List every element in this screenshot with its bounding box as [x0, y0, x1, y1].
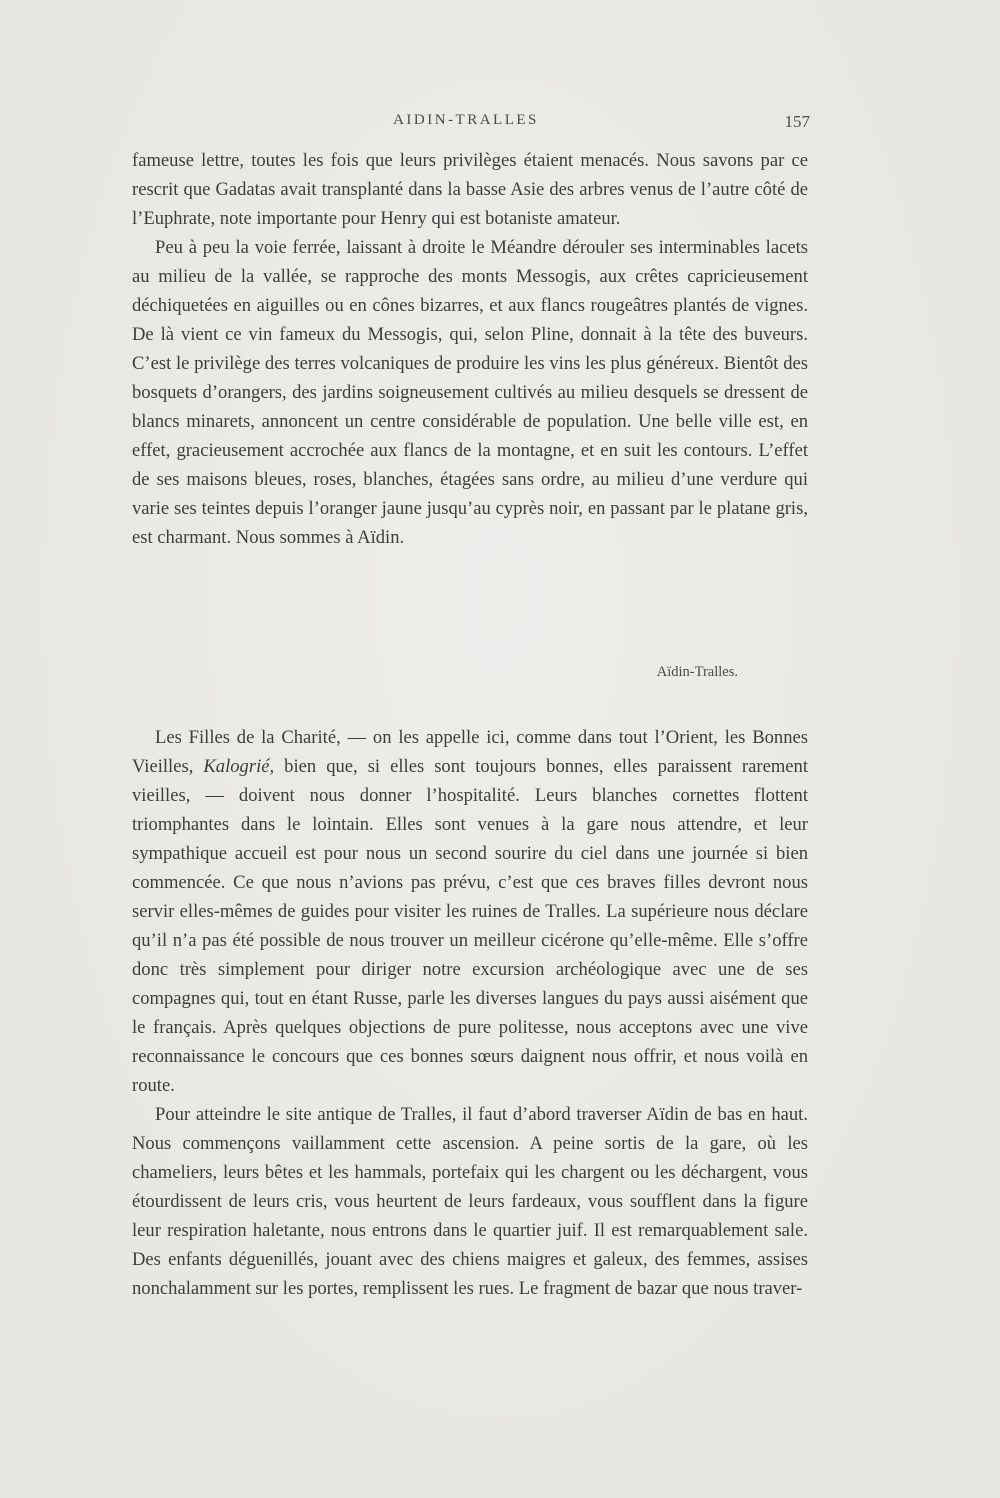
illustration-caption: Aïdin-Tralles.	[656, 664, 738, 680]
illustration-space	[132, 585, 808, 655]
paragraph-sisters	[132, 723, 808, 1100]
paragraph-sisters-text-a: Les Filles de la Charité, — on les appelle ici, comme dans tout l’Orient, les Bonnes Vieilles,	[132, 727, 808, 777]
running-header	[0, 112, 1000, 136]
text-block-top	[132, 146, 808, 552]
paragraph-tralles: Pour atteindre le site antique de Tralles, il faut d’abord traverser Aïdin de bas en haut. Nous commençons vaillamment cette ascension. A peine sortis de la gare, où les chameliers, leurs bêtes et les hammals, portefaix qui les chargent ou les déchargent, vous étourdissent de leurs cris, vous heurtent de leurs fardeaux, vous soufflent dans la figure leur respiration haletante, nous entrons dans le quartier juif. Il est remarquablement sale. Des enfants déguenillés, jouant avec des chiens maigres et galeux, des femmes, assises nonchalamment sur les portes, remplissent les rues. Le fragment de bazar que nous traver-	[132, 1104, 808, 1299]
page-number: 157	[784, 112, 810, 131]
kalogrie-term: Kalogrié,	[203, 756, 275, 777]
text-block-bottom	[132, 723, 808, 1303]
paragraph-continuation: fameuse lettre, toutes les fois que leurs privilèges étaient menacés. Nous savons par ce rescrit que Gadatas avait transplanté dans la basse Asie des arbres venus de l’autre côté de l’Euphrate, note importante pour Henry qui est botaniste amateur.	[132, 150, 808, 229]
paragraph-sisters-text-b: bien que, si elles sont toujours bonnes, elles paraissent rarement vieilles, — doivent nous donner l’hospitalité. Leurs blanches cornettes flottent triomphantes dans le lointain. Elles sont venues à la gare nous attendre, et leur sympathique accueil est pour nous un second sourire du ciel dans une journée si bien commencée. Ce que nous n’avions pas prévu, c’est que ces braves filles devront nous servir elles-mêmes de guides pour visiter les ruines de Tralles. La supérieure nous déclare qu’il n’a pas été possible de nous trouver un meilleur cicérone qu’elle-même. Elle s’offre donc très simplement pour diriger notre excursion archéologique avec une de ses compagnes qui, tout en étant Russe, parle les diverses langues du pays aussi aisément que le français. Après quelques objections de pure politesse, nous acceptons avec une vive reconnaissance le concours que ces bonnes sœurs daignent nous offrir, et nous voilà en route.	[132, 756, 809, 1096]
running-title: AIDIN-TRALLES	[393, 112, 539, 128]
paragraph-railway: Peu à peu la voie ferrée, laissant à droite le Méandre dérouler ses interminables lacets au milieu de la vallée, se rapproche des monts Messogis, aux crêtes capricieusement déchiquetées en aiguilles ou en cônes bizarres, et aux flancs rougeâtres plantés de vignes. De là vient ce vin fameux du Messogis, qui, selon Pline, donnait à la tête des buveurs. C’est le privilège des terres volcaniques de produire les vins les plus généreux. Bientôt des bosquets d’orangers, des jardins soigneusement cultivés au milieu desquels se dressent de blancs minarets, annoncent un centre considérable de population. Une belle ville est, en effet, gracieusement accrochée aux flancs de la montagne, et en suit les contours. L’effet de ses maisons bleues, roses, blanches, étagées sans ordre, au milieu d’une verdure qui varie ses teintes depuis l’oranger jaune jusqu’au cyprès noir, en passant par le platane gris, est charmant. Nous sommes à Aïdin.	[132, 237, 808, 548]
